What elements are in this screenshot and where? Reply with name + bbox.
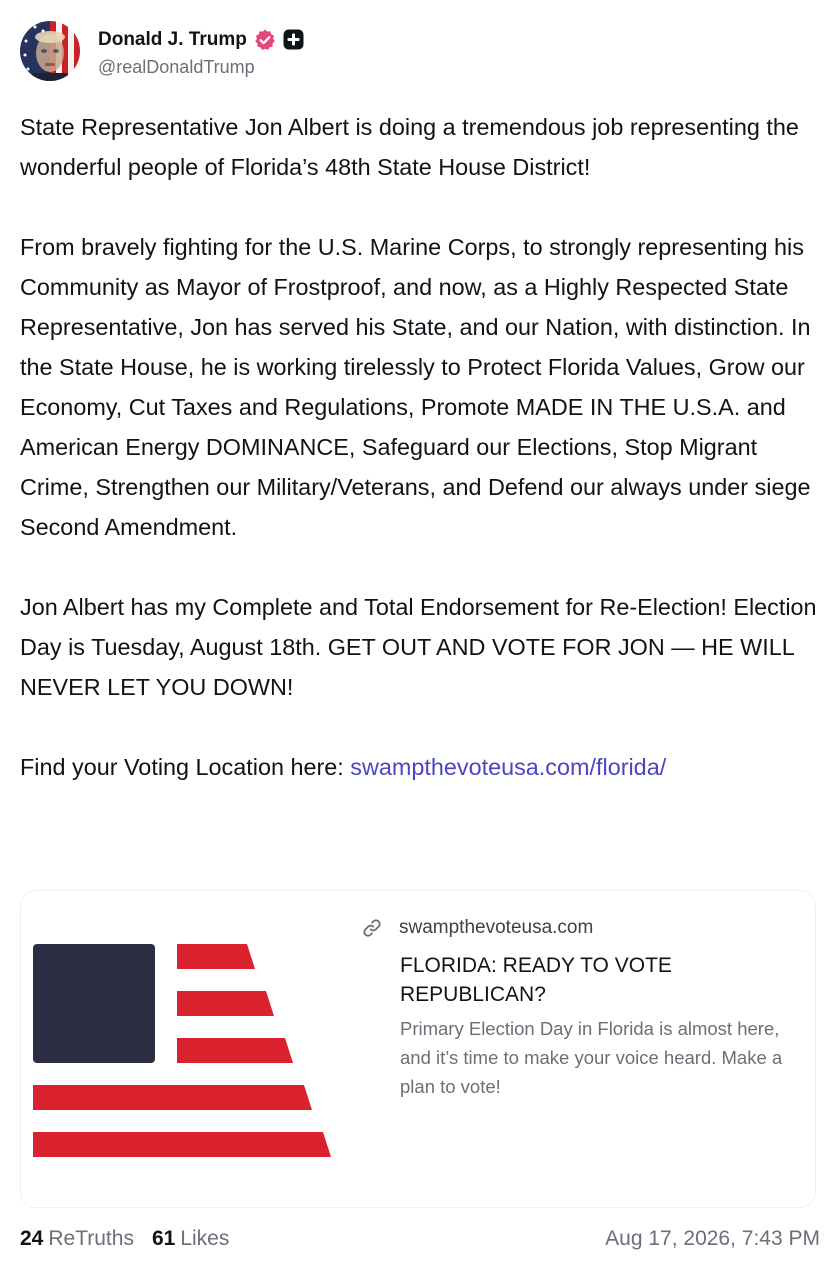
card-domain-row <box>361 915 801 941</box>
card-description: Primary Election Day in Florida is almost here, and it’s time to make your voice heard. Make a plan to vote! <box>400 1018 783 1097</box>
card-info <box>361 915 801 1101</box>
post-body <box>20 107 820 787</box>
name-row <box>98 25 304 55</box>
card-domain: swampthevoteusa.com <box>399 917 594 938</box>
post-header <box>20 20 304 82</box>
flag-stripe-1 <box>177 944 255 969</box>
post-paragraph-1: State Representative Jon Albert is doing a tremendous job representing the wonderful people of Florida’s 48th State House District! <box>20 114 799 180</box>
flag-stripe-3 <box>177 1038 293 1063</box>
paragraph-spacer <box>20 707 820 747</box>
voting-location-link[interactable]: swampthevoteusa.com/florida/ <box>350 754 667 780</box>
flag-stripe-5 <box>33 1132 331 1157</box>
post-paragraph-4 <box>20 747 820 787</box>
retruths-count: 24 <box>20 1227 44 1250</box>
card-title[interactable]: FLORIDA: READY TO VOTE REPUBLICAN? <box>400 954 672 1006</box>
link-icon <box>361 917 383 939</box>
flag-stripe-2 <box>177 991 274 1016</box>
likes-count: 61 <box>151 1227 176 1250</box>
author-handle[interactable]: @realDonaldTrump <box>98 56 255 77</box>
voting-location-prefix: Find your Voting Location here: <box>20 754 351 780</box>
flag-canton <box>33 944 155 1063</box>
retruths-stat[interactable] <box>20 1227 134 1251</box>
post-footer <box>20 1222 820 1256</box>
post-timestamp[interactable]: Aug 17, 2026, 7:43 PM <box>605 1227 820 1250</box>
plus-badge-icon <box>283 29 304 50</box>
link-preview-card[interactable] <box>20 890 816 1208</box>
verified-badge-icon <box>253 28 277 52</box>
paragraph-spacer <box>20 547 820 587</box>
avatar-image <box>20 21 80 81</box>
flag-stripe-4 <box>33 1085 312 1110</box>
display-name[interactable]: Donald J. Trump <box>98 28 247 50</box>
likes-stat[interactable] <box>152 1227 229 1251</box>
post-paragraph-3: Jon Albert has my Complete and Total Endorsement for Re-Election! Election Day is Tuesday, August 18th. GET OUT AND VOTE FOR JON — HE WILL NEVER LET YOU DOWN! <box>20 594 817 700</box>
author-names <box>98 25 304 78</box>
flag-image <box>29 937 339 1167</box>
post-paragraph-2: From bravely fighting for the U.S. Marine Corps, to strongly representing his Community as Mayor of Frostproof, and now, as a Highly Respected State Representative, Jon has served his State, and our Nation, with distinction. In the State House, he is working tirelessly to Protect Florida Values, Grow our Economy, Cut Taxes and Regulations, Promote MADE IN THE U.S.A. and American Energy DOMINANCE, Safeguard our Elections, Stop Migrant Crime, Strengthen our Military/Veterans, and Defend our always under siege Second Amendment. <box>20 234 811 540</box>
likes-label: Likes <box>180 1227 230 1250</box>
paragraph-spacer <box>20 187 820 227</box>
retruths-label: ReTruths <box>48 1227 134 1250</box>
avatar[interactable] <box>20 21 80 81</box>
